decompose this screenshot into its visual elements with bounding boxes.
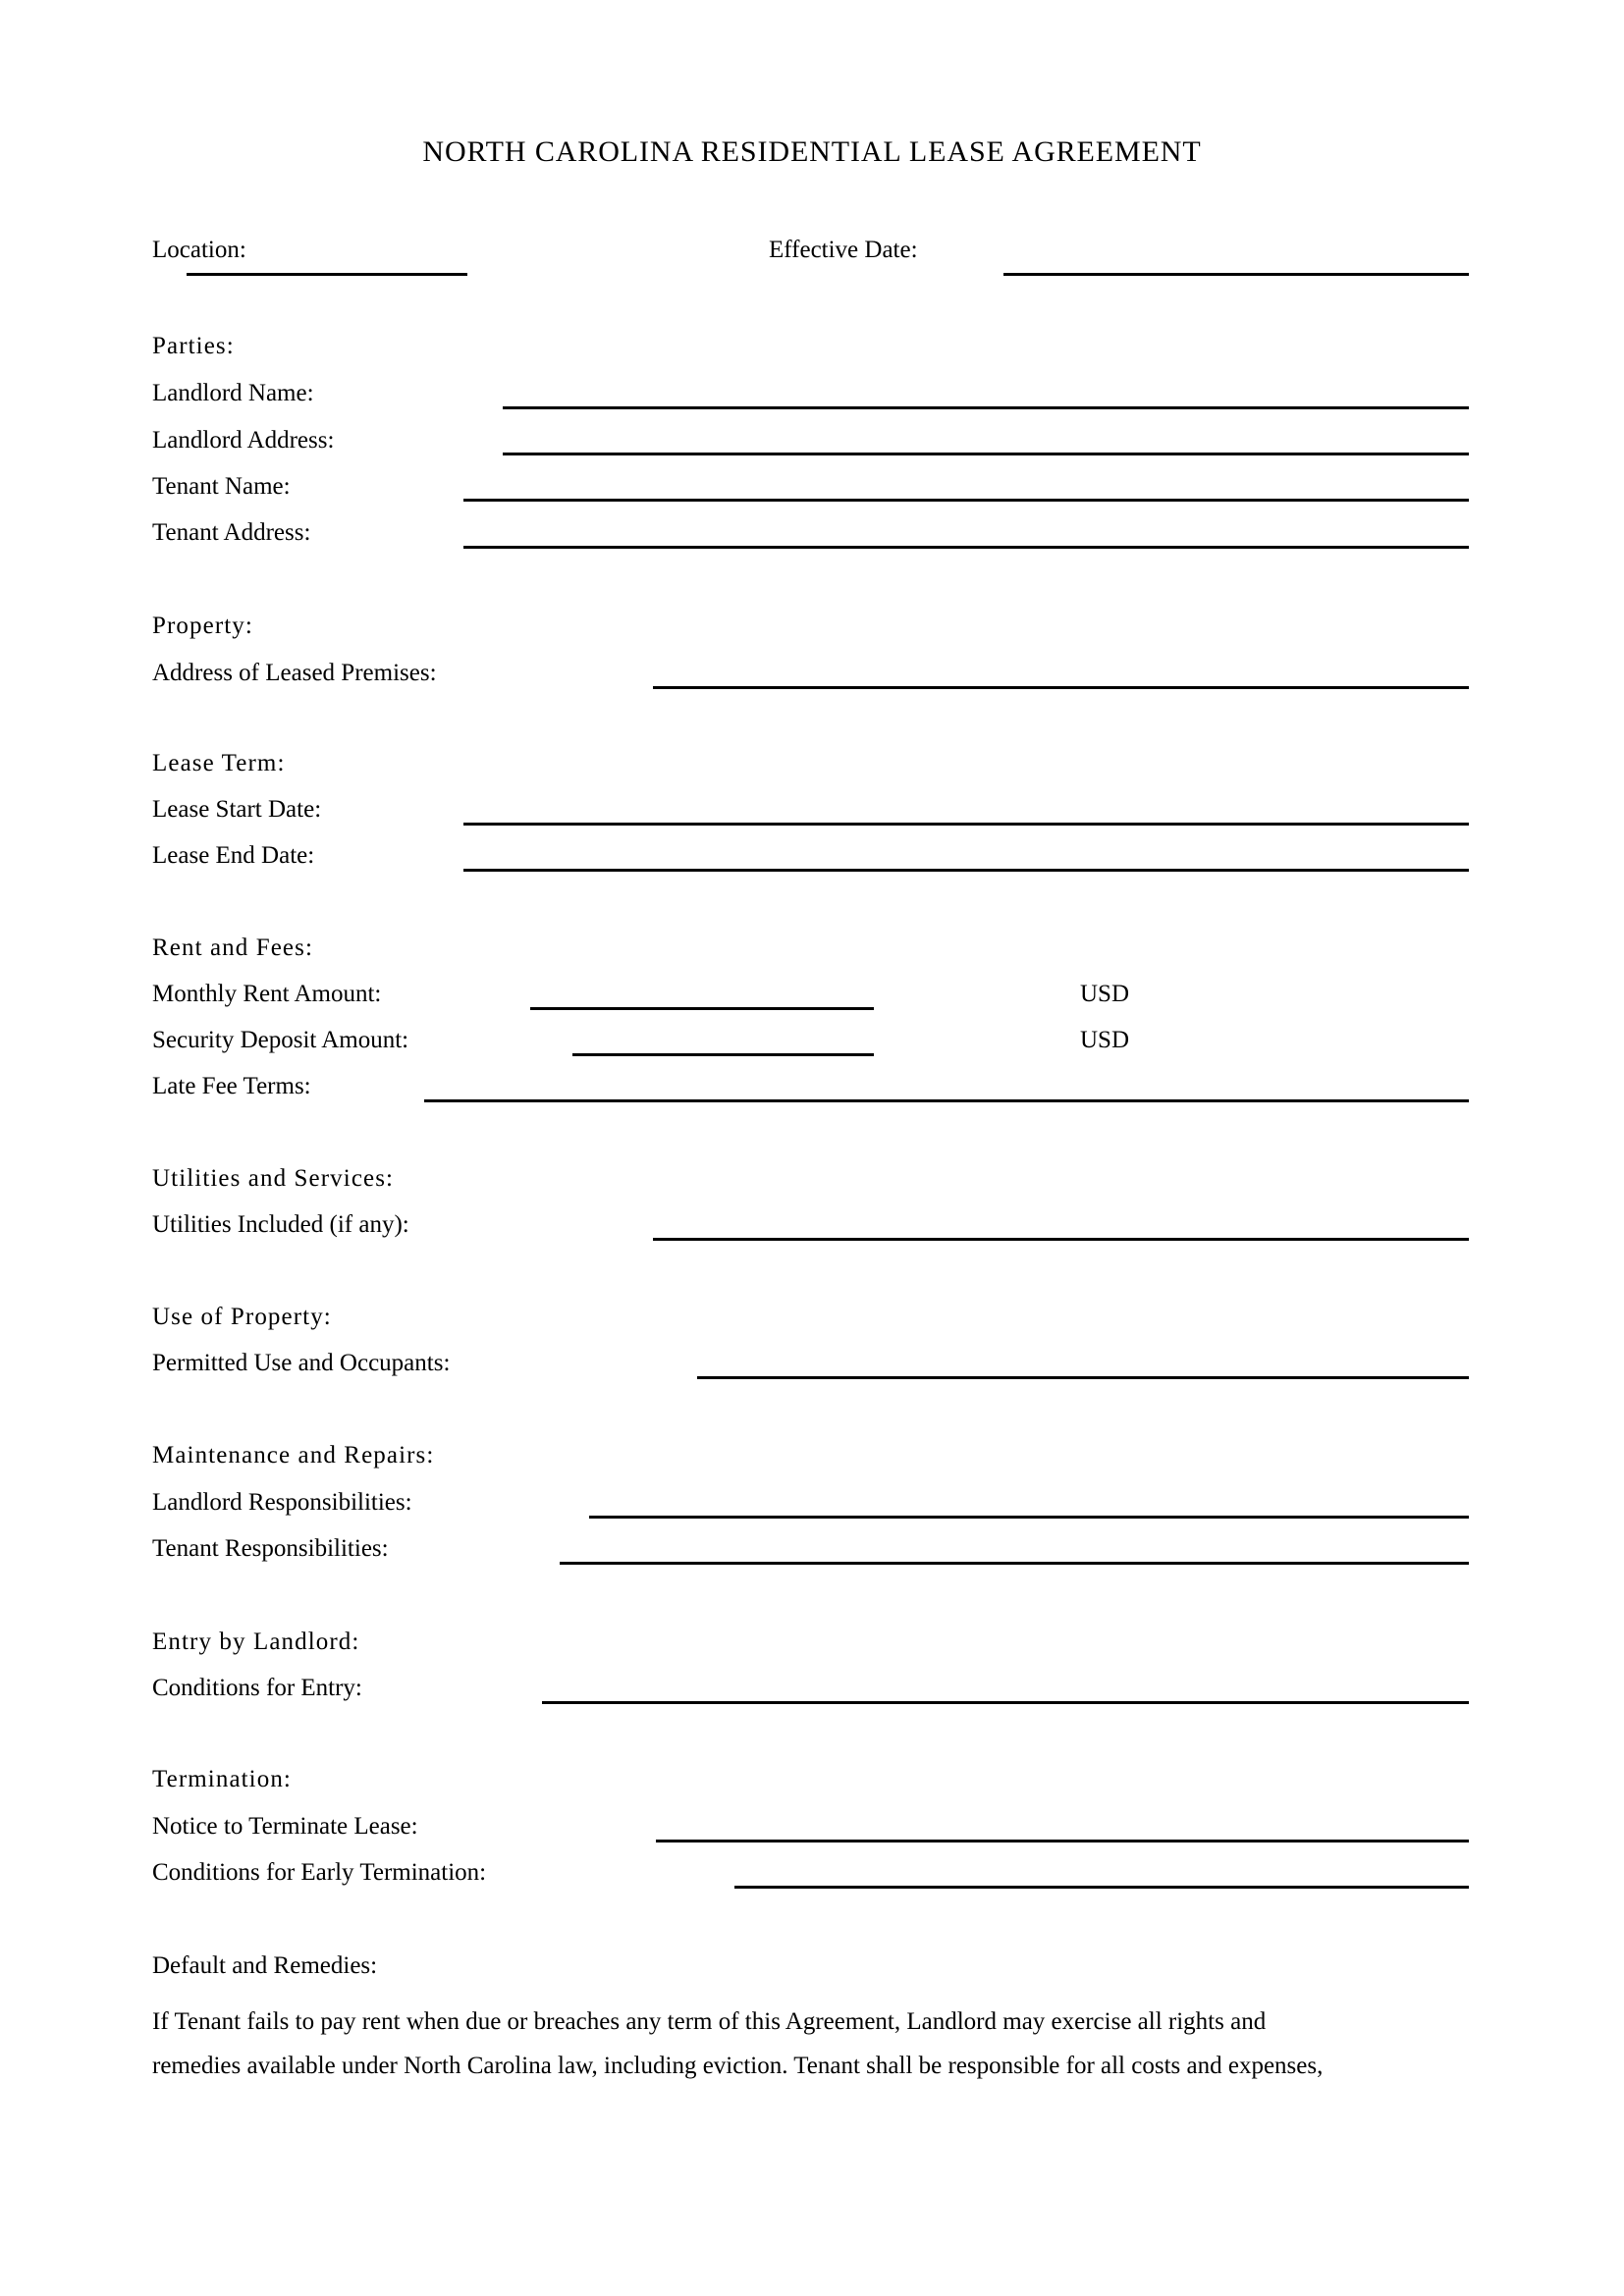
conditions-for-entry-label: Conditions for Entry: (152, 1675, 362, 1701)
section-heading-default-and-remedies: Default and Remedies: (152, 1952, 378, 1979)
location-label: Location: (152, 237, 246, 263)
conditions-for-entry-input-rule[interactable] (542, 1701, 1469, 1704)
security-deposit-amount-input-rule[interactable] (572, 1053, 874, 1056)
conditions-for-early-termination-label: Conditions for Early Termination: (152, 1859, 487, 1886)
page-title: NORTH CAROLINA RESIDENTIAL LEASE AGREEMENT (422, 135, 1202, 169)
address-of-leased-premises-input-rule[interactable] (653, 686, 1469, 689)
notice-to-terminate-lease-input-rule[interactable] (656, 1840, 1469, 1842)
section-heading-use-of-property: Use of Property: (152, 1304, 332, 1330)
tenant-address-input-rule[interactable] (463, 546, 1469, 549)
utilities-included-input-rule[interactable] (653, 1238, 1469, 1241)
landlord-name-input-rule[interactable] (503, 406, 1469, 409)
effective-date-input-rule[interactable] (1003, 273, 1469, 276)
lease-start-date-input-rule[interactable] (463, 823, 1469, 826)
default-remedies-paragraph-line-2: remedies available under North Carolina law, including eviction. Tenant shall be responsible for all costs and expenses, (152, 2053, 1324, 2079)
section-heading-parties: Parties: (152, 333, 235, 359)
tenant-name-input-rule[interactable] (463, 499, 1469, 502)
notice-to-terminate-lease-label: Notice to Terminate Lease: (152, 1813, 418, 1840)
late-fee-terms-input-rule[interactable] (424, 1099, 1469, 1102)
landlord-address-label: Landlord Address: (152, 427, 335, 454)
monthly-rent-amount-input-rule[interactable] (530, 1007, 874, 1010)
landlord-responsibilities-label: Landlord Responsibilities: (152, 1489, 412, 1516)
section-heading-maintenance-and-repairs: Maintenance and Repairs: (152, 1442, 435, 1468)
late-fee-terms-label: Late Fee Terms: (152, 1073, 311, 1099)
lease-end-date-label: Lease End Date: (152, 842, 315, 869)
landlord-responsibilities-input-rule[interactable] (589, 1516, 1469, 1519)
section-heading-utilities-and-services: Utilities and Services: (152, 1165, 395, 1192)
lease-end-date-input-rule[interactable] (463, 869, 1469, 872)
default-remedies-paragraph-line-1: If Tenant fails to pay rent when due or breaches any term of this Agreement, Landlord may exercise all rights and (152, 2008, 1267, 2035)
utilities-included-label: Utilities Included (if any): (152, 1211, 409, 1238)
section-heading-rent-and-fees: Rent and Fees: (152, 934, 313, 961)
section-heading-lease-term: Lease Term: (152, 750, 286, 776)
permitted-use-and-occupants-input-rule[interactable] (697, 1376, 1469, 1379)
landlord-address-input-rule[interactable] (503, 453, 1469, 455)
landlord-name-label: Landlord Name: (152, 380, 314, 406)
location-input-rule[interactable] (187, 273, 467, 276)
tenant-name-label: Tenant Name: (152, 473, 291, 500)
address-of-leased-premises-label: Address of Leased Premises: (152, 660, 437, 686)
section-heading-property: Property: (152, 613, 253, 639)
tenant-responsibilities-input-rule[interactable] (560, 1562, 1469, 1565)
tenant-responsibilities-label: Tenant Responsibilities: (152, 1535, 389, 1562)
effective-date-label: Effective Date: (769, 237, 918, 263)
permitted-use-and-occupants-label: Permitted Use and Occupants: (152, 1350, 451, 1376)
security-deposit-currency-unit: USD (1080, 1027, 1130, 1053)
lease-start-date-label: Lease Start Date: (152, 796, 322, 823)
section-heading-termination: Termination: (152, 1766, 292, 1792)
conditions-for-early-termination-input-rule[interactable] (734, 1886, 1469, 1889)
monthly-rent-amount-label: Monthly Rent Amount: (152, 981, 382, 1007)
monthly-rent-currency-unit: USD (1080, 981, 1130, 1007)
tenant-address-label: Tenant Address: (152, 519, 311, 546)
security-deposit-amount-label: Security Deposit Amount: (152, 1027, 409, 1053)
section-heading-entry-by-landlord: Entry by Landlord: (152, 1629, 360, 1655)
